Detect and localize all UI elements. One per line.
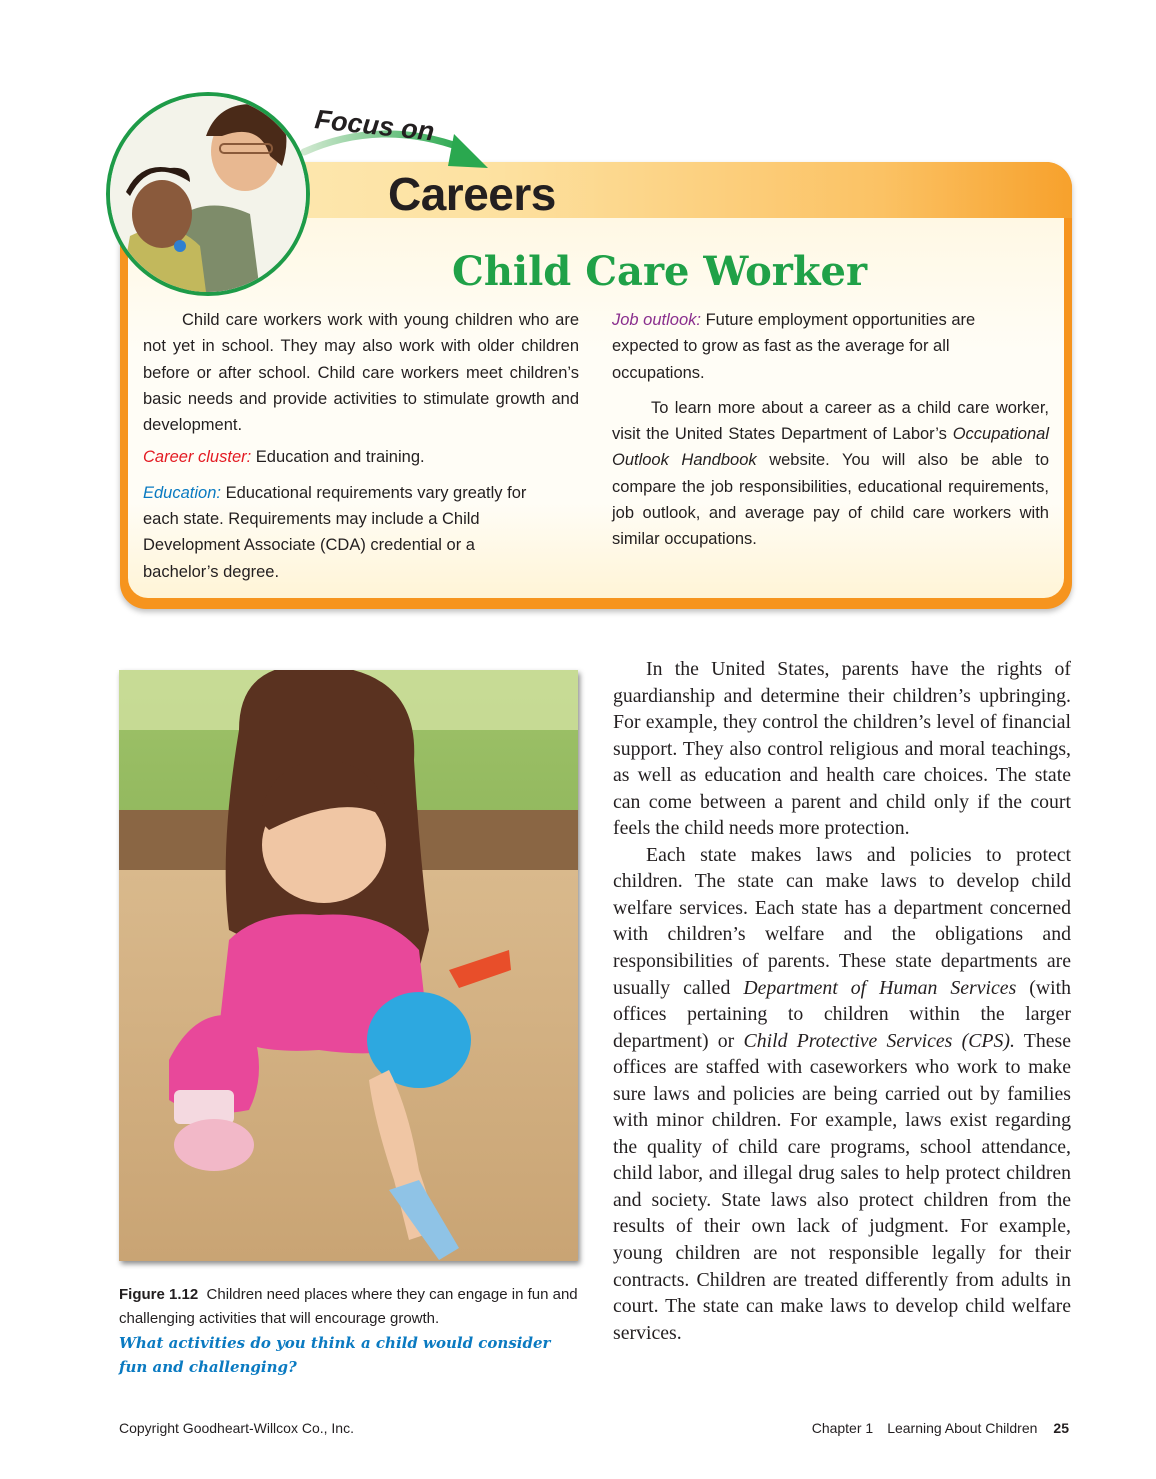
- career-cluster-label: Career cluster:: [143, 448, 252, 467]
- focus-on-arrow: [290, 86, 500, 176]
- job-outlook-line: [612, 307, 1049, 386]
- education-line: [143, 480, 579, 585]
- paragraph-2-end: These offices are staffed with caseworkers who work to make sure laws and policies are being carried out by families with minor children. For example, laws exist regarding the quality of child care programs, school attendance, child labor, and illegal drug sales to help protect children and society. State laws also protect children from the results of their own lack of judgment. For example, young children are not responsible legally for their contracts. Children are treated differently from adults in court. The state can make laws to develop child welfare services.: [613, 1029, 1071, 1344]
- job-outlook-label: Job outlook:: [612, 311, 701, 329]
- paragraph-2-start: Each state makes laws and policies to protect children. The state can make laws to develop child welfare services. Each state has a department concerned with children’s welfare and the obligations and responsibilities of parents. These state departments are usually called: [613, 843, 1071, 999]
- learn-more-paragraph: [612, 395, 1049, 553]
- page-number: 25: [1053, 1420, 1069, 1436]
- career-cluster-text: Education and training.: [255, 448, 425, 467]
- learn-more-after: website. You will also be able to compare the job responsibilities, educational requirements, job outlook, and average pay of child care workers with similar occupations.: [612, 451, 1049, 549]
- career-name-heading: Child Care Worker: [452, 248, 868, 295]
- career-photo-circle: [106, 92, 310, 296]
- career-intro: Child care workers work with young children who are not yet in school. They may also work with older children before or after school. Child care workers meet children’s basic needs and provide activities to stimulate growth and development.: [143, 311, 579, 435]
- dept-human-services: Department of Human Services: [743, 976, 1017, 999]
- footer-copyright: Copyright Goodheart-Willcox Co., Inc.: [119, 1420, 354, 1436]
- footer-chapter-info: [812, 1420, 1069, 1436]
- handbook-title: Occupational Outlook Handbook: [612, 425, 1049, 470]
- learn-more-before: To learn more about a career as a child care worker, visit the United States Department of Labor’s: [612, 398, 1049, 444]
- cps-term: Child Protective Services (CPS).: [743, 1029, 1015, 1052]
- paragraph-2-middle: (with offices pertaining to children within the larger department) or: [613, 976, 1072, 1052]
- careers-title: Careers: [388, 168, 556, 220]
- body-text: [613, 656, 1071, 1346]
- body-paragraph-2: [613, 842, 1071, 1346]
- figure-label: Figure 1.12: [119, 1286, 199, 1303]
- career-cluster-line: [143, 444, 579, 470]
- figure-caption: [119, 1283, 579, 1379]
- footer-chapter: Chapter 1: [811, 1420, 874, 1436]
- education-text: Educational requirements vary greatly for each state. Requirements may include a Child Development Associate (CDA) credential or a bachelor’s degree.: [143, 483, 527, 581]
- figure-question: What activities do you think a child would consider fun and challenging?: [119, 1334, 551, 1376]
- education-label: Education:: [143, 483, 221, 502]
- career-left-column: [143, 307, 579, 585]
- footer-chapter-title: Learning About Children: [887, 1420, 1038, 1436]
- job-outlook-text: Future employment opportunities are expected to grow as fast as the average for all occupations.: [612, 311, 976, 382]
- figure-caption-text: Children need places where they can engage in fun and challenging activities that will encourage growth.: [119, 1286, 578, 1327]
- career-right-column: [612, 307, 1049, 553]
- focus-on-label: Focus on: [313, 104, 436, 147]
- body-paragraph-1: In the United States, parents have the rights of guardianship and determine their children’s upbringing. For example, they control the children’s level of financial support. They also control religious and moral teachings, as well as education and health care choices. The state can come between a parent and child only if the court feels the child needs more protection.: [613, 658, 1071, 840]
- figure-photo-child-sandbox: [119, 670, 578, 1261]
